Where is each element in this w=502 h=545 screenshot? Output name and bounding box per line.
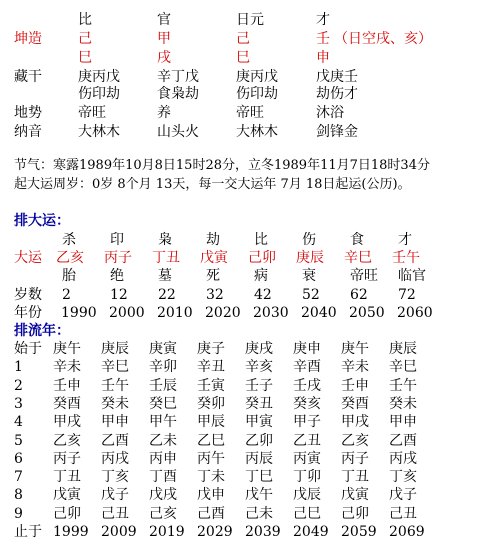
tiangan: 甲: [157, 31, 171, 47]
liunian-row-label: 3: [14, 396, 23, 412]
liunian-ganzhi: 丙戌: [101, 451, 129, 467]
canggan-shishen: 伤印劫: [78, 86, 120, 102]
liunian-ganzhi: 甲子: [293, 414, 321, 430]
dayun-ganzhi: 己卯: [248, 250, 276, 266]
dayun-state: 衰: [302, 268, 316, 284]
liunian-row-label: 9: [14, 506, 23, 522]
liunian-ganzhi: 癸酉: [53, 396, 81, 412]
liunian-ganzhi: 乙卯: [245, 433, 273, 449]
liunian-ganzhi: 乙亥: [341, 433, 369, 449]
liunian-row-label: 始于: [14, 341, 42, 357]
liunian-ganzhi: 甲辰: [197, 414, 225, 430]
tiangan: 己: [236, 31, 250, 47]
dayun-shishen: 食: [350, 232, 364, 248]
liunian-ganzhi: 甲寅: [245, 414, 273, 430]
liunian-ganzhi: 甲午: [149, 414, 177, 430]
label-canggan: 藏干: [14, 69, 42, 85]
liunian-ganzhi: 庚辰: [101, 341, 129, 357]
liunian-ganzhi: 庚子: [197, 341, 225, 357]
liunian-ganzhi: 己丑: [389, 506, 417, 522]
liunian-ganzhi: 辛未: [53, 359, 81, 375]
dayun-age: 72: [398, 287, 416, 303]
liunian-ganzhi: 壬辰: [149, 378, 177, 394]
dayun-age: 52: [302, 287, 320, 303]
liunian-ganzhi: 戊寅: [341, 487, 369, 503]
dayun-state: 墓: [158, 268, 172, 284]
dayun-state: 病: [254, 268, 268, 284]
liunian-ganzhi: 丙申: [149, 451, 177, 467]
nayin: 剑锋金: [316, 124, 358, 140]
liunian-ganzhi: 壬午: [101, 378, 129, 394]
liunian-ganzhi: 己亥: [149, 506, 177, 522]
liunian-ganzhi: 辛巳: [101, 359, 129, 375]
liunian-ganzhi: 甲申: [389, 414, 417, 430]
liunian-ganzhi: 乙未: [149, 433, 177, 449]
liunian-end-year: 2029: [197, 524, 233, 540]
canggan-shishen: 劫伤才: [316, 86, 358, 102]
shishen-head: 日元: [236, 12, 264, 28]
liunian-ganzhi: 丙子: [53, 451, 81, 467]
liunian-ganzhi: 戊子: [389, 487, 417, 503]
nayin: 大林木: [236, 124, 278, 140]
dayun-year: 2040: [301, 305, 337, 321]
dayun-year: 2030: [253, 305, 289, 321]
liunian-ganzhi: 壬申: [341, 378, 369, 394]
canggan: 庚丙戊: [236, 69, 278, 85]
dayun-year: 2000: [109, 305, 145, 321]
liunian-ganzhi: 丙寅: [293, 451, 321, 467]
canggan: 庚丙戊: [78, 69, 120, 85]
dayun-age: 42: [254, 287, 272, 303]
liunian-ganzhi: 己巳: [293, 506, 321, 522]
liunian-ganzhi: 辛未: [341, 359, 369, 375]
dayun-age: 32: [206, 287, 224, 303]
liunian-ganzhi: 壬午: [389, 378, 417, 394]
liunian-ganzhi: 丁巳: [245, 469, 273, 485]
liunian-row-label: 5: [14, 433, 23, 449]
liunian-ganzhi: 丙戌: [389, 451, 417, 467]
liunian-heading: 排流年：: [14, 323, 70, 339]
liunian-ganzhi: 癸亥: [293, 396, 321, 412]
liunian-ganzhi: 戊戌: [149, 487, 177, 503]
dizhi: 戌: [157, 50, 171, 66]
liunian-row-label: 7: [14, 469, 23, 485]
dayun-year: 2060: [397, 305, 433, 321]
liunian-ganzhi: 癸未: [101, 396, 129, 412]
label-nayin: 纳音: [14, 124, 42, 140]
liunian-ganzhi: 乙巳: [197, 433, 225, 449]
liunian-row-label: 8: [14, 487, 23, 503]
dayun-age: 22: [158, 287, 176, 303]
liunian-ganzhi: 壬子: [245, 378, 273, 394]
dizhi: 巳: [78, 50, 92, 66]
liunian-ganzhi: 丙子: [341, 451, 369, 467]
liunian-ganzhi: 丁丑: [341, 469, 369, 485]
nayin: 大林木: [78, 124, 120, 140]
liunian-ganzhi: 庚寅: [149, 341, 177, 357]
liunian-ganzhi: 庚午: [53, 341, 81, 357]
liunian-ganzhi: 戊辰: [293, 487, 321, 503]
dayun-shishen: 伤: [302, 232, 316, 248]
dayun-state: 帝旺: [350, 268, 378, 284]
liunian-ganzhi: 甲戌: [53, 414, 81, 430]
liunian-ganzhi: 戊申: [197, 487, 225, 503]
liunian-ganzhi: 辛酉: [293, 359, 321, 375]
dizhi: 申: [316, 50, 330, 66]
liunian-ganzhi: 乙酉: [101, 433, 129, 449]
dayun-shishen: 比: [254, 232, 268, 248]
dayun-state: 临官: [398, 268, 426, 284]
liunian-ganzhi: 癸丑: [245, 396, 273, 412]
dayun-year: 2050: [349, 305, 385, 321]
qiyun-line: 起大运周岁：0岁 8个月 13天，每一交大运年 7月 18日起运(公历)。: [14, 177, 411, 192]
liunian-ganzhi: 庚戌: [245, 341, 273, 357]
dayun-age: 12: [110, 287, 128, 303]
liunian-ganzhi: 丁卯: [293, 469, 321, 485]
dayun-shishen: 劫: [206, 232, 220, 248]
shishen-head: 比: [78, 12, 92, 28]
liunian-ganzhi: 庚午: [341, 341, 369, 357]
liunian-ganzhi: 癸未: [389, 396, 417, 412]
liunian-ganzhi: 己卯: [53, 506, 81, 522]
liunian-row-label: 6: [14, 451, 23, 467]
liunian-row-label: 4: [14, 414, 23, 430]
liunian-ganzhi: 庚辰: [389, 341, 417, 357]
liunian-ganzhi: 己丑: [101, 506, 129, 522]
canggan-shishen: 食枭劫: [157, 86, 199, 102]
liunian-ganzhi: 庚申: [293, 341, 321, 357]
dayun-age: 2: [62, 287, 71, 303]
liunian-ganzhi: 癸巳: [149, 396, 177, 412]
tiangan: 己: [78, 31, 92, 47]
dayun-age: 62: [350, 287, 368, 303]
dayun-ganzhi: 乙亥: [56, 250, 84, 266]
liunian-end-year: 2059: [341, 524, 377, 540]
liunian-ganzhi: 丁酉: [149, 469, 177, 485]
dayun-shishen: 才: [398, 232, 412, 248]
canggan: 戊庚壬: [316, 69, 358, 85]
liunian-ganzhi: 辛亥: [245, 359, 273, 375]
liunian-ganzhi: 辛丑: [197, 359, 225, 375]
liunian-ganzhi: 丁亥: [101, 469, 129, 485]
canggan: 辛丁戊: [157, 69, 199, 85]
liunian-row-label: 止于: [14, 524, 42, 540]
dayun-year: 1990: [61, 305, 97, 321]
kong-note: （日空戌、亥）: [334, 31, 432, 47]
shishen-head: 官: [157, 12, 171, 28]
dayun-ganzhi: 壬午: [392, 250, 420, 266]
dizhi: 巳: [236, 50, 250, 66]
liunian-row-label: 1: [14, 359, 23, 375]
label-qiankun: 坤造: [14, 31, 42, 47]
dayun-shishen: 杀: [62, 232, 76, 248]
label-dayun: 大运: [14, 250, 42, 266]
dayun-shishen: 印: [110, 232, 124, 248]
liunian-end-year: 2039: [245, 524, 281, 540]
dayun-ganzhi: 辛巳: [344, 250, 372, 266]
liunian-end-year: 2069: [389, 524, 425, 540]
liunian-ganzhi: 壬寅: [197, 378, 225, 394]
dayun-state: 死: [206, 268, 220, 284]
liunian-ganzhi: 丁未: [197, 469, 225, 485]
dayun-ganzhi: 丁丑: [152, 250, 180, 266]
liunian-ganzhi: 戊寅: [53, 487, 81, 503]
dishi: 养: [157, 105, 171, 121]
liunian-ganzhi: 戊子: [101, 487, 129, 503]
dayun-ganzhi: 戊寅: [200, 250, 228, 266]
label-age: 岁数: [14, 287, 42, 303]
tiangan: 壬: [316, 31, 330, 47]
liunian-ganzhi: 乙亥: [53, 433, 81, 449]
liunian-ganzhi: 壬戌: [293, 378, 321, 394]
nayin: 山头火: [157, 124, 199, 140]
liunian-ganzhi: 丙午: [197, 451, 225, 467]
dishi: 帝旺: [236, 105, 264, 121]
label-dishi: 地势: [14, 105, 42, 121]
dayun-shishen: 枭: [158, 232, 172, 248]
shishen-head: 才: [316, 12, 330, 28]
liunian-ganzhi: 辛巳: [389, 359, 417, 375]
liunian-end-year: 2049: [293, 524, 329, 540]
liunian-ganzhi: 癸酉: [341, 396, 369, 412]
liunian-end-year: 2009: [101, 524, 137, 540]
liunian-ganzhi: 丙辰: [245, 451, 273, 467]
dishi: 沐浴: [316, 105, 344, 121]
liunian-ganzhi: 丁丑: [53, 469, 81, 485]
liunian-ganzhi: 壬申: [53, 378, 81, 394]
dayun-ganzhi: 庚辰: [296, 250, 324, 266]
canggan-shishen: 伤印劫: [236, 86, 278, 102]
label-year: 年份: [14, 305, 42, 321]
liunian-ganzhi: 己卯: [341, 506, 369, 522]
liunian-ganzhi: 己未: [245, 506, 273, 522]
liunian-ganzhi: 甲戌: [341, 414, 369, 430]
liunian-end-year: 2019: [149, 524, 185, 540]
dayun-ganzhi: 丙子: [104, 250, 132, 266]
dayun-year: 2010: [157, 305, 193, 321]
liunian-ganzhi: 戊午: [245, 487, 273, 503]
jieqi-line: 节气：寒露1989年10月8日15时28分，立冬1989年11月7日18时34分: [14, 158, 430, 173]
dayun-state: 绝: [110, 268, 124, 284]
liunian-ganzhi: 辛卯: [149, 359, 177, 375]
liunian-ganzhi: 甲申: [101, 414, 129, 430]
liunian-ganzhi: 癸卯: [197, 396, 225, 412]
dayun-year: 2020: [205, 305, 241, 321]
liunian-end-year: 1999: [53, 524, 89, 540]
dayun-state: 胎: [62, 268, 76, 284]
liunian-ganzhi: 己酉: [197, 506, 225, 522]
liunian-row-label: 2: [14, 378, 23, 394]
dishi: 帝旺: [78, 105, 106, 121]
liunian-ganzhi: 丁亥: [389, 469, 417, 485]
liunian-ganzhi: 乙丑: [293, 433, 321, 449]
dayun-heading: 排大运：: [14, 213, 70, 229]
liunian-ganzhi: 乙酉: [389, 433, 417, 449]
